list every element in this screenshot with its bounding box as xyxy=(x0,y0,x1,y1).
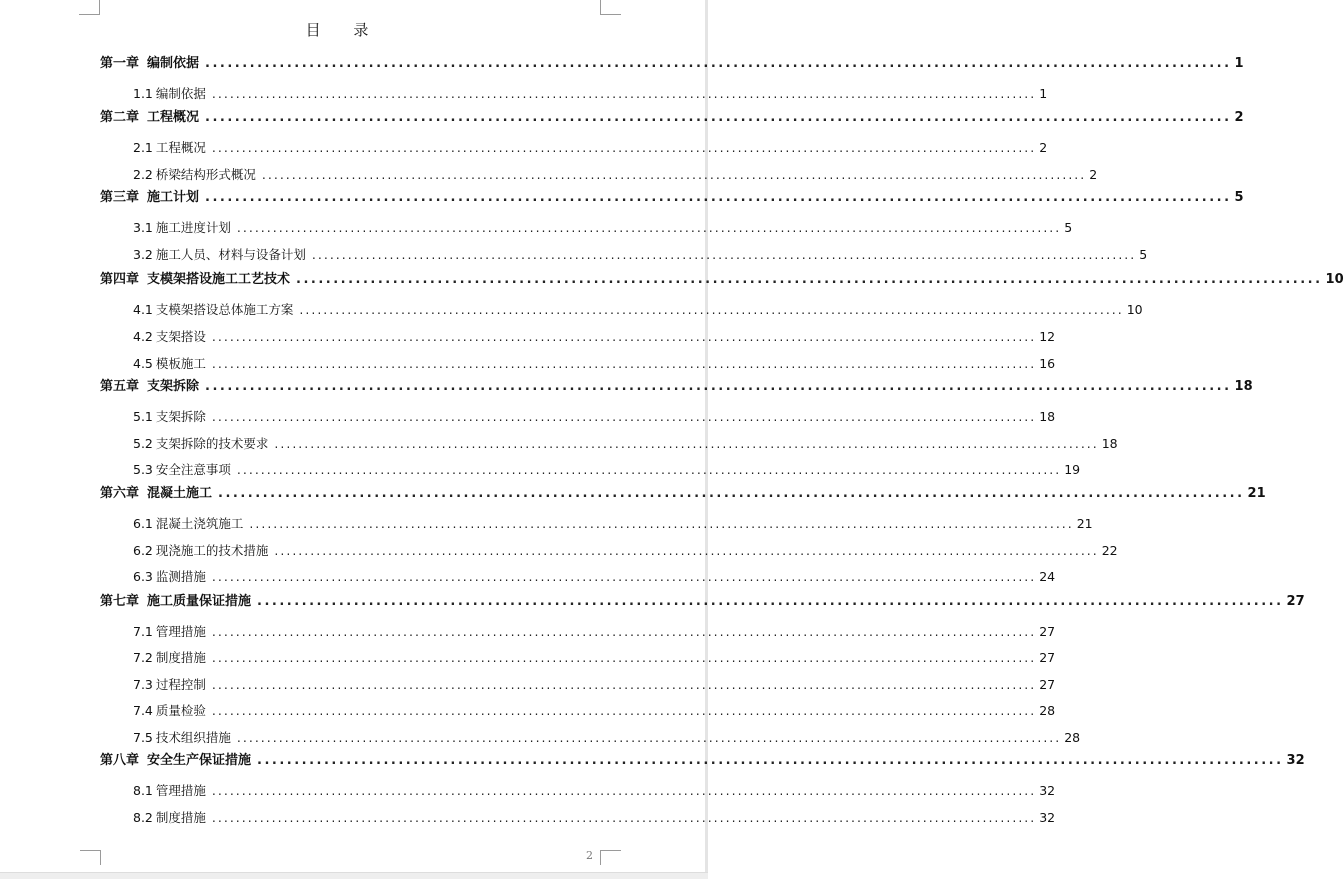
toc-entry-title: 施工人员、材料与设备计划 xyxy=(155,247,306,262)
toc-entry-number: 5.3 xyxy=(133,462,153,477)
toc-section-entry[interactable] xyxy=(133,461,1081,479)
toc-entry-title: 编制依据 xyxy=(155,86,206,101)
toc-entry-title: 支架搭设 xyxy=(155,329,206,344)
toc-page-number: 28 xyxy=(1064,730,1081,745)
toc-page-number: 32 xyxy=(1286,753,1305,768)
toc-entry-number: 8.1 xyxy=(133,783,153,798)
toc-section-entry[interactable] xyxy=(133,355,1056,373)
toc-entry-number: 第六章 xyxy=(100,486,140,501)
toc-section-entry[interactable] xyxy=(133,676,1056,694)
toc-entry-title: 监测措施 xyxy=(155,569,206,584)
toc-page-number: 10 xyxy=(1126,302,1143,317)
toc-section-entry[interactable] xyxy=(133,301,1143,319)
toc-entry-number: 7.4 xyxy=(133,703,153,718)
toc-title: 目 录 xyxy=(305,21,383,39)
toc-leader-dots: .......................................................................................................................................... xyxy=(211,650,1037,665)
toc-leader-dots: .......................................................................................................................................... xyxy=(257,594,1284,609)
toc-page-number: 2 xyxy=(1089,167,1098,182)
toc-page-number: 1 xyxy=(1234,56,1244,71)
toc-page-number: 22 xyxy=(1101,543,1118,558)
toc-leader-dots: .......................................................................................................................................... xyxy=(236,220,1062,235)
toc-entry-title: 支模架搭设总体施工方案 xyxy=(155,302,294,317)
toc-entry-title: 支架拆除的技术要求 xyxy=(155,436,269,451)
crop-mark-top-left xyxy=(79,0,100,15)
page-number: 2 xyxy=(586,849,593,862)
toc-page-number: 27 xyxy=(1286,594,1305,609)
toc-section-entry[interactable] xyxy=(133,568,1056,586)
toc-section-entry[interactable] xyxy=(133,623,1056,641)
toc-page-number: 5 xyxy=(1139,247,1148,262)
toc-entry-title: 过程控制 xyxy=(155,677,206,692)
toc-leader-dots: .......................................................................................................................................... xyxy=(296,272,1323,287)
toc-entry-number: 5.1 xyxy=(133,409,153,424)
toc-leader-dots: .......................................................................................................................................... xyxy=(236,730,1062,745)
toc-page-number: 1 xyxy=(1039,86,1048,101)
toc-entry-number: 4.5 xyxy=(133,356,153,371)
toc-entry-number: 3.2 xyxy=(133,247,153,262)
toc-leader-dots: .......................................................................................................................................... xyxy=(211,677,1037,692)
toc-entry-title: 支架拆除 xyxy=(155,409,206,424)
toc-chapter-entry[interactable] xyxy=(100,593,1305,611)
toc-leader-dots: .......................................................................................................................................... xyxy=(211,356,1037,371)
toc-entry-title: 管理措施 xyxy=(155,624,206,639)
toc-page-number: 28 xyxy=(1039,703,1056,718)
toc-leader-dots: .......................................................................................................................................... xyxy=(211,329,1037,344)
toc-entry-number: 6.1 xyxy=(133,516,153,531)
toc-section-entry[interactable] xyxy=(133,542,1118,560)
toc-entry-title: 质量检验 xyxy=(155,703,206,718)
crop-mark-bottom-right xyxy=(600,850,621,865)
toc-chapter-entry[interactable] xyxy=(100,378,1253,396)
toc-entry-title: 工程概况 xyxy=(155,140,206,155)
toc-section-entry[interactable] xyxy=(133,85,1048,103)
toc-leader-dots: .......................................................................................................................................... xyxy=(205,56,1232,71)
toc-entry-number: 第三章 xyxy=(100,190,140,205)
toc-page-number: 16 xyxy=(1039,356,1056,371)
toc-entry-title: 施工计划 xyxy=(147,190,200,205)
toc-leader-dots: .......................................................................................................................................... xyxy=(211,810,1037,825)
toc-entry-title: 支模架搭设施工工艺技术 xyxy=(147,272,291,287)
toc-leader-dots: .......................................................................................................................................... xyxy=(299,302,1124,317)
toc-leader-dots: .......................................................................................................................................... xyxy=(274,543,1099,558)
toc-chapter-entry[interactable] xyxy=(100,271,1344,289)
toc-page-number: 18 xyxy=(1234,379,1253,394)
toc-section-entry[interactable] xyxy=(133,246,1148,264)
toc-section-entry[interactable] xyxy=(133,782,1056,800)
toc-section-entry[interactable] xyxy=(133,649,1056,667)
toc-page-number: 21 xyxy=(1076,516,1093,531)
toc-chapter-entry[interactable] xyxy=(100,189,1244,207)
toc-entry-title: 混凝土浇筑施工 xyxy=(155,516,244,531)
toc-chapter-entry[interactable] xyxy=(100,55,1244,73)
toc-entry-title: 施工质量保证措施 xyxy=(147,594,252,609)
toc-entry-number: 第八章 xyxy=(100,753,140,768)
toc-entry-title: 支架拆除 xyxy=(147,379,200,394)
toc-page-number: 12 xyxy=(1039,329,1056,344)
toc-entry-title: 桥梁结构形式概况 xyxy=(155,167,256,182)
toc-entry-number: 6.2 xyxy=(133,543,153,558)
toc-entry-title: 安全生产保证措施 xyxy=(147,753,252,768)
toc-leader-dots: .......................................................................................................................................... xyxy=(205,190,1232,205)
toc-page-number: 19 xyxy=(1064,462,1081,477)
toc-entry-number: 7.1 xyxy=(133,624,153,639)
toc-section-entry[interactable] xyxy=(133,328,1056,346)
toc-leader-dots: .......................................................................................................................................... xyxy=(211,86,1037,101)
toc-section-entry[interactable] xyxy=(133,515,1093,533)
toc-entry-title: 工程概况 xyxy=(147,110,200,125)
toc-page-number: 21 xyxy=(1247,486,1266,501)
toc-entry-number: 7.5 xyxy=(133,730,153,745)
toc-section-entry[interactable] xyxy=(133,809,1056,827)
toc-leader-dots: .......................................................................................................................................... xyxy=(274,436,1099,451)
toc-page-number: 32 xyxy=(1039,783,1056,798)
toc-entry-number: 第五章 xyxy=(100,379,140,394)
toc-section-entry[interactable] xyxy=(133,219,1073,237)
toc-entry-number: 第七章 xyxy=(100,594,140,609)
toc-entry-title: 编制依据 xyxy=(147,56,200,71)
toc-entry-number: 8.2 xyxy=(133,810,153,825)
toc-leader-dots: .......................................................................................................................................... xyxy=(257,753,1284,768)
toc-entry-number: 2.2 xyxy=(133,167,153,182)
toc-chapter-entry[interactable] xyxy=(100,485,1266,503)
toc-section-entry[interactable] xyxy=(133,139,1048,157)
toc-section-entry[interactable] xyxy=(133,166,1098,184)
toc-page-number: 32 xyxy=(1039,810,1056,825)
crop-mark-bottom-left xyxy=(80,850,101,865)
toc-entry-title: 施工进度计划 xyxy=(155,220,231,235)
toc-entry-number: 第一章 xyxy=(100,56,140,71)
toc-entry-title: 模板施工 xyxy=(155,356,206,371)
toc-entry-title: 混凝土施工 xyxy=(147,486,213,501)
toc-entry-title: 技术组织措施 xyxy=(155,730,231,745)
toc-leader-dots: .......................................................................................................................................... xyxy=(211,569,1037,584)
toc-leader-dots: .......................................................................................................................................... xyxy=(211,783,1037,798)
toc-leader-dots: .......................................................................................................................................... xyxy=(205,110,1232,125)
toc-entry-number: 2.1 xyxy=(133,140,153,155)
page-edge-bottom xyxy=(0,872,708,879)
toc-entry-number: 3.1 xyxy=(133,220,153,235)
toc-leader-dots: .......................................................................................................................................... xyxy=(211,624,1037,639)
toc-page-number: 5 xyxy=(1064,220,1073,235)
toc-entry-number: 6.3 xyxy=(133,569,153,584)
toc-leader-dots: .......................................................................................................................................... xyxy=(205,379,1232,394)
toc-page-number: 27 xyxy=(1039,677,1056,692)
toc-entry-number: 1.1 xyxy=(133,86,153,101)
toc-leader-dots: .......................................................................................................................................... xyxy=(211,703,1037,718)
toc-entry-number: 4.1 xyxy=(133,302,153,317)
toc-entry-number: 4.2 xyxy=(133,329,153,344)
toc-entry-number: 7.2 xyxy=(133,650,153,665)
toc-entry-title: 管理措施 xyxy=(155,783,206,798)
toc-leader-dots: .......................................................................................................................................... xyxy=(261,167,1087,182)
toc-page-number: 2 xyxy=(1039,140,1048,155)
toc-page-number: 18 xyxy=(1039,409,1056,424)
toc-entry-number: 第四章 xyxy=(100,272,140,287)
toc-page-number: 27 xyxy=(1039,624,1056,639)
toc-section-entry[interactable] xyxy=(133,435,1118,453)
toc-entry-title: 安全注意事项 xyxy=(155,462,231,477)
toc-chapter-entry[interactable] xyxy=(100,752,1305,770)
toc-leader-dots: .......................................................................................................................................... xyxy=(211,409,1037,424)
toc-page-number: 5 xyxy=(1234,190,1244,205)
toc-leader-dots: .......................................................................................................................................... xyxy=(236,462,1062,477)
toc-entry-title: 制度措施 xyxy=(155,650,206,665)
toc-entry-number: 7.3 xyxy=(133,677,153,692)
toc-page-number: 27 xyxy=(1039,650,1056,665)
toc-section-entry[interactable] xyxy=(133,702,1056,720)
toc-chapter-entry[interactable] xyxy=(100,109,1244,127)
toc-section-entry[interactable] xyxy=(133,729,1081,747)
toc-entry-number: 第二章 xyxy=(100,110,140,125)
toc-leader-dots: .......................................................................................................................................... xyxy=(211,140,1037,155)
toc-entry-title: 制度措施 xyxy=(155,810,206,825)
crop-mark-top-right xyxy=(600,0,621,15)
toc-entry-title: 现浇施工的技术措施 xyxy=(155,543,269,558)
toc-entry-number: 5.2 xyxy=(133,436,153,451)
toc-page-number: 10 xyxy=(1325,272,1344,287)
toc-page-number: 24 xyxy=(1039,569,1056,584)
toc-section-entry[interactable] xyxy=(133,408,1056,426)
toc-page-number: 18 xyxy=(1101,436,1118,451)
toc-page-number: 2 xyxy=(1234,110,1244,125)
toc-leader-dots: .......................................................................................................................................... xyxy=(249,516,1074,531)
toc-leader-dots: .......................................................................................................................................... xyxy=(311,247,1137,262)
toc-leader-dots: .......................................................................................................................................... xyxy=(218,486,1245,501)
